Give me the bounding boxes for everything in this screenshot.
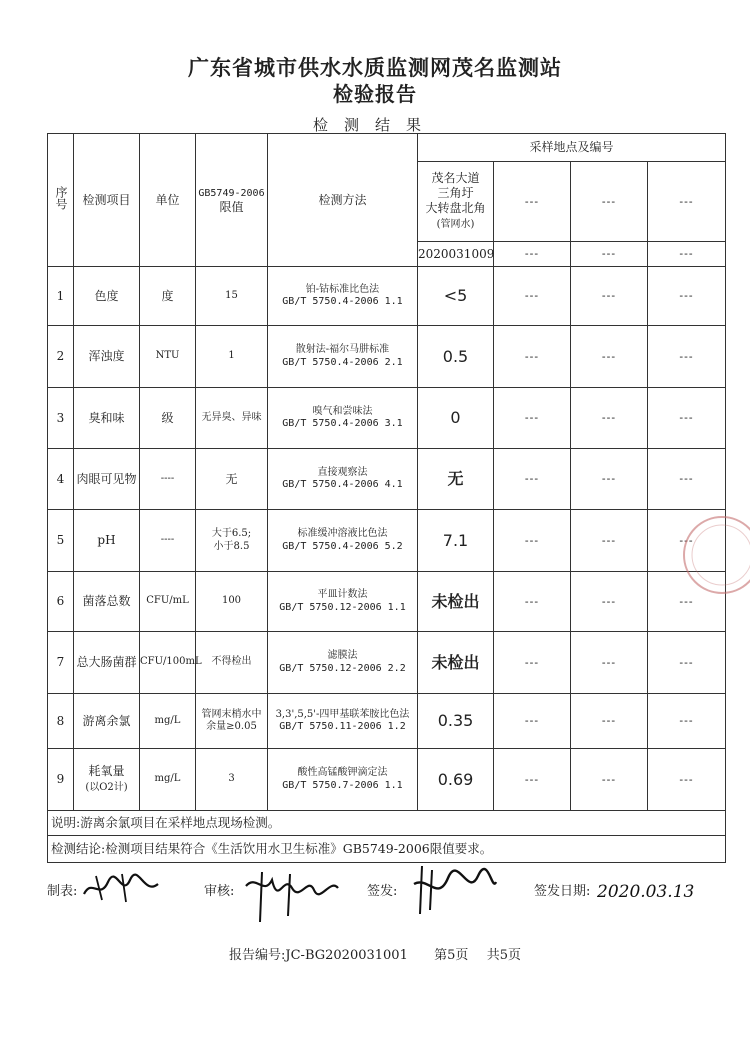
row-empty: ---: [494, 267, 571, 326]
row-method: 散射法-福尔马肼标准 GB/T 5750.4-2006 2.1: [268, 326, 418, 388]
row-seq: 1: [48, 267, 74, 326]
row-result: 0: [418, 388, 494, 449]
row-limit: 100: [196, 572, 268, 632]
row-method: 铂-钴标准比色法 GB/T 5750.4-2006 1.1: [268, 267, 418, 326]
row-empty: ---: [494, 632, 571, 694]
section-title: 检测结果: [312, 116, 437, 134]
row-unit: CFU/100mL: [140, 632, 196, 694]
site1-code: 2020031009: [418, 242, 494, 267]
conclusion-note: 检测结论:检测项目结果符合《生活饮用水卫生标准》GB5749-2006限值要求。: [48, 836, 726, 863]
prepared-label: 制表:: [47, 884, 78, 899]
row-item: pH: [74, 510, 140, 572]
site3-code: ---: [571, 242, 648, 267]
row-unit: 度: [140, 267, 196, 326]
row-empty: ---: [494, 694, 571, 749]
row-seq: 4: [48, 449, 74, 510]
row-item: 菌落总数: [74, 572, 140, 632]
row-empty: ---: [571, 267, 648, 326]
row-method: 嗅气和尝味法 GB/T 5750.4-2006 3.1: [268, 388, 418, 449]
row-empty: ---: [571, 388, 648, 449]
row-empty: ---: [648, 694, 726, 749]
reviewed-signature: [242, 866, 342, 931]
row-seq: 2: [48, 326, 74, 388]
header-sites: 采样地点及编号: [418, 134, 726, 162]
row-empty: ---: [648, 267, 726, 326]
table-row: [48, 449, 726, 510]
row-limit: 无异臭、异味: [196, 388, 268, 449]
row-empty: ---: [571, 326, 648, 388]
row-empty: ---: [648, 449, 726, 510]
header-item: 检测项目: [74, 134, 140, 267]
site3-name: ---: [571, 162, 648, 242]
row-method: 直接观察法 GB/T 5750.4-2006 4.1: [268, 449, 418, 510]
page-number: 第5页: [434, 948, 469, 963]
table-row: [48, 388, 726, 449]
table-row: [48, 572, 726, 632]
row-result: 0.69: [418, 749, 494, 811]
remark-note: 说明:游离余氯项目在采样地点现场检测。: [48, 811, 726, 836]
row-seq: 9: [48, 749, 74, 811]
row-limit: 不得检出: [196, 632, 268, 694]
table-row: [48, 267, 726, 326]
row-item: 浑浊度: [74, 326, 140, 388]
row-item: 总大肠菌群: [74, 632, 140, 694]
site4-name: ---: [648, 162, 726, 242]
row-limit: 15: [196, 267, 268, 326]
row-limit: 大于6.5; 小于8.5: [196, 510, 268, 572]
row-empty: ---: [494, 388, 571, 449]
report-title: 检验报告: [333, 82, 417, 106]
seal-stamp: [672, 510, 750, 600]
row-limit: 1: [196, 326, 268, 388]
row-seq: 5: [48, 510, 74, 572]
date-value: 2020.03.13: [597, 882, 695, 902]
row-empty: ---: [494, 326, 571, 388]
row-unit: ----: [140, 510, 196, 572]
row-method: 平皿计数法 GB/T 5750.12-2006 1.1: [268, 572, 418, 632]
row-item: 臭和味: [74, 388, 140, 449]
row-unit: NTU: [140, 326, 196, 388]
row-empty: ---: [648, 388, 726, 449]
site2-name: ---: [494, 162, 571, 242]
row-empty: ---: [571, 572, 648, 632]
table-row: [48, 749, 726, 811]
approved-signature: [408, 862, 498, 923]
row-item: 肉眼可见物: [74, 449, 140, 510]
row-empty: ---: [571, 510, 648, 572]
row-seq: 6: [48, 572, 74, 632]
row-result: 未检出: [418, 632, 494, 694]
table-row: [48, 694, 726, 749]
row-empty: ---: [571, 749, 648, 811]
report-footer: [0, 944, 750, 963]
row-empty: ---: [494, 572, 571, 632]
site4-code: ---: [648, 242, 726, 267]
row-method: 3,3',5,5'-四甲基联苯胺比色法 GB/T 5750.11-2006 1.2: [268, 694, 418, 749]
row-seq: 7: [48, 632, 74, 694]
row-unit: ----: [140, 449, 196, 510]
org-title: 广东省城市供水水质监测网茂名监测站: [188, 56, 562, 80]
row-unit: mg/L: [140, 749, 196, 811]
reviewed-label: 审核:: [204, 884, 235, 899]
row-method: 酸性高锰酸钾滴定法 GB/T 5750.7-2006 1.1: [268, 749, 418, 811]
row-limit: 无: [196, 449, 268, 510]
row-method: 标准缓冲溶液比色法 GB/T 5750.4-2006 5.2: [268, 510, 418, 572]
row-result: <5: [418, 267, 494, 326]
row-empty: ---: [571, 449, 648, 510]
row-item: 色度: [74, 267, 140, 326]
header-unit: 单位: [140, 134, 196, 267]
row-empty: ---: [648, 632, 726, 694]
results-table: [47, 133, 726, 863]
row-unit: mg/L: [140, 694, 196, 749]
report-number: 报告编号:JC-BG2020031001: [229, 948, 408, 963]
row-result: 无: [418, 449, 494, 510]
row-empty: ---: [571, 632, 648, 694]
row-result: 0.35: [418, 694, 494, 749]
site2-code: ---: [494, 242, 571, 267]
row-empty: ---: [648, 572, 726, 632]
row-result: 0.5: [418, 326, 494, 388]
table-row: [48, 510, 726, 572]
prepared-signature: [82, 872, 162, 909]
row-seq: 3: [48, 388, 74, 449]
row-seq: 8: [48, 694, 74, 749]
row-unit: CFU/mL: [140, 572, 196, 632]
approved-label: 签发:: [367, 884, 398, 899]
row-empty: ---: [571, 694, 648, 749]
table-row: [48, 326, 726, 388]
row-unit: 级: [140, 388, 196, 449]
row-method: 滤膜法 GB/T 5750.12-2006 2.2: [268, 632, 418, 694]
header-seq: 序号: [48, 134, 74, 267]
row-result: 7.1: [418, 510, 494, 572]
row-item: 耗氧量 (以O2计): [74, 749, 140, 811]
row-limit: 3: [196, 749, 268, 811]
row-empty: ---: [494, 449, 571, 510]
date-label: 签发日期:: [534, 884, 591, 899]
row-empty: ---: [648, 326, 726, 388]
site1-name: 茂名大道 三角圩 大转盘北角 (管网水): [418, 162, 494, 242]
row-empty: ---: [494, 749, 571, 811]
header-limit: GB5749-2006 限值: [196, 134, 268, 267]
row-empty: ---: [648, 749, 726, 811]
table-row: [48, 632, 726, 694]
row-limit: 管网末梢水中 余量≥0.05: [196, 694, 268, 749]
header-method: 检测方法: [268, 134, 418, 267]
row-item: 游离余氯: [74, 694, 140, 749]
row-result: 未检出: [418, 572, 494, 632]
page-total: 共5页: [486, 948, 521, 963]
row-empty: ---: [648, 510, 726, 572]
row-empty: ---: [494, 510, 571, 572]
